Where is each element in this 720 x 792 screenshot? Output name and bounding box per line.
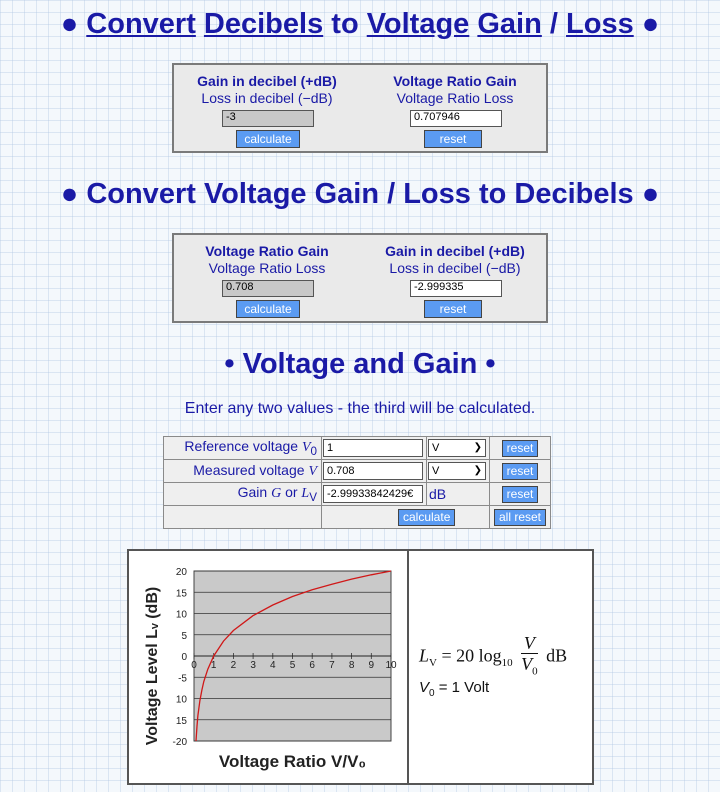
loss-db-label: Loss in decibel (−dB): [389, 260, 521, 276]
cell: [322, 437, 427, 460]
label-text: Reference voltage: [184, 438, 302, 455]
cell: [322, 460, 427, 483]
bullet-icon: ●: [641, 8, 660, 40]
measured-voltage-unit-select[interactable]: [428, 462, 486, 480]
gain-db-label: Gain in decibel (+dB): [197, 73, 337, 89]
ratio-label-group: [370, 73, 540, 107]
cell: [427, 460, 490, 483]
cell: [322, 483, 427, 506]
x-tick-label: 7: [329, 660, 335, 671]
formula-den-v: V: [521, 654, 533, 674]
db-to-ratio-converter: [172, 63, 548, 153]
bullet-icon: ●: [60, 8, 79, 40]
measured-voltage-row: [164, 460, 551, 483]
ratio-label-group: [182, 243, 352, 277]
x-tick-label: 3: [250, 660, 256, 671]
reference-voltage-unit-select[interactable]: [428, 439, 486, 457]
section2-heading: [0, 178, 720, 211]
label-text: Gain: [237, 484, 272, 501]
cell: [164, 506, 322, 529]
db-label-group: [370, 243, 540, 277]
note-v: V: [419, 679, 430, 696]
ratio-gain-label: Voltage Ratio Gain: [205, 243, 329, 259]
y-tick-label: 15: [175, 715, 187, 727]
x-axis-label: Voltage Ratio V/V₀: [218, 752, 367, 771]
cell: [490, 483, 551, 506]
formula-den-sub: 0: [532, 665, 538, 678]
gain-input[interactable]: [323, 485, 423, 503]
formula: [419, 633, 567, 682]
symbol-g: G: [271, 486, 282, 502]
bullet-icon: ●: [60, 178, 79, 210]
unit-value: V: [432, 442, 440, 454]
formula-eq: = 20 log: [441, 645, 502, 666]
bullet-icon: •: [224, 348, 235, 380]
reference-voltage-label: [164, 437, 322, 460]
x-tick-label: 8: [348, 660, 355, 671]
formula-lhs: L: [419, 645, 430, 666]
db-label-group: [182, 73, 352, 107]
y-tick-label: 20: [175, 567, 187, 578]
x-tick-label: 10: [385, 660, 397, 671]
formula-lhs-sub: V: [429, 657, 437, 670]
cell: [490, 460, 551, 483]
y-tick-label: 10: [175, 609, 187, 621]
y-tick-label: 10: [175, 694, 187, 706]
calculate-button[interactable]: calculate: [398, 509, 455, 526]
cell: [322, 506, 490, 529]
voltage-gain-calculator: [163, 436, 551, 529]
link-loss[interactable]: Loss: [566, 8, 634, 40]
title-slash: /: [549, 8, 558, 40]
x-tick-label: 1: [210, 660, 217, 671]
x-tick-label: 5: [289, 660, 296, 671]
symbol-sub: V: [309, 490, 317, 504]
y-axis-label: Voltage Level Lᵥ (dB): [144, 586, 161, 746]
voltage-level-chart: [129, 551, 407, 783]
reset-button[interactable]: reset: [424, 130, 482, 148]
reference-voltage-input[interactable]: [323, 439, 423, 457]
action-row: [164, 506, 551, 529]
cell: [427, 437, 490, 460]
label-or: or: [281, 484, 302, 501]
gain-label: [164, 483, 322, 506]
ratio-loss-label: Voltage Ratio Loss: [208, 260, 326, 276]
section3-heading: [0, 348, 720, 381]
x-tick-label: 2: [230, 660, 237, 671]
ratio-loss-label: Voltage Ratio Loss: [396, 90, 514, 106]
reference-voltage-note: [419, 679, 489, 699]
section1-heading: [0, 8, 720, 41]
y-tick-label: -5: [178, 673, 187, 685]
chevron-down-icon: ❯: [473, 442, 482, 453]
cell: [427, 483, 490, 506]
reset-reference-button[interactable]: reset: [502, 440, 539, 457]
calculate-button[interactable]: calculate: [236, 130, 300, 148]
measured-voltage-input[interactable]: [323, 462, 423, 480]
bullet-icon: •: [485, 348, 496, 380]
gain-unit: dB: [429, 486, 447, 502]
ratio-to-db-converter: [172, 233, 548, 323]
db-result-field[interactable]: -2.999335: [410, 280, 502, 297]
x-tick-label: 9: [368, 660, 375, 671]
note-value: = 1 Volt: [434, 679, 490, 696]
link-convert[interactable]: Convert: [86, 8, 196, 40]
calculate-button[interactable]: calculate: [236, 300, 300, 318]
ratio-result-field[interactable]: 0.707946: [410, 110, 502, 127]
x-tick-label: 6: [309, 660, 315, 671]
section2-title: Convert Voltage Gain / Loss to Decibels: [86, 178, 634, 210]
unit-value: V: [432, 465, 440, 477]
formula-unit: dB: [546, 645, 568, 666]
gain-db-label: Gain in decibel (+dB): [385, 243, 525, 259]
reference-voltage-row: [164, 437, 551, 460]
ratio-gain-label: Voltage Ratio Gain: [393, 73, 517, 89]
cell: [490, 506, 551, 529]
bullet-icon: ●: [641, 178, 660, 210]
formula-log-sub: 10: [501, 657, 513, 670]
symbol-v: V: [308, 464, 317, 479]
cell: [490, 437, 551, 460]
reset-measured-button[interactable]: reset: [502, 463, 539, 480]
formula-numerator: V: [521, 633, 538, 654]
y-tick-label: -20: [172, 737, 187, 748]
intro-text: Enter any two values - the third will be calculated.: [184, 400, 536, 417]
y-tick-label: 15: [175, 588, 187, 600]
link-voltage[interactable]: Voltage: [366, 8, 470, 40]
y-tick-label: 5: [181, 630, 187, 642]
chart-panel: [127, 549, 594, 785]
reset-gain-button[interactable]: reset: [502, 486, 539, 503]
x-tick-label: 4: [270, 660, 276, 671]
x-tick-label: 0: [191, 660, 197, 671]
y-tick-label: 0: [181, 652, 187, 663]
link-gain[interactable]: Gain: [477, 8, 542, 40]
loss-db-label: Loss in decibel (−dB): [201, 90, 333, 106]
ratio-input[interactable]: 0.708: [222, 280, 314, 297]
reset-button[interactable]: reset: [424, 300, 482, 318]
section3-title: Voltage and Gain: [242, 348, 478, 380]
measured-voltage-label: [164, 460, 322, 483]
formula-denominator: [521, 654, 538, 682]
db-input[interactable]: -3: [222, 110, 314, 127]
panel-divider: [407, 551, 409, 783]
all-reset-button[interactable]: all reset: [494, 509, 546, 526]
title-word-to: to: [331, 8, 359, 40]
link-decibels[interactable]: Decibels: [203, 8, 324, 40]
symbol-l: L: [301, 486, 310, 502]
chevron-down-icon: ❯: [473, 465, 482, 476]
symbol-v: V: [301, 440, 311, 456]
label-text: Measured voltage: [193, 462, 309, 478]
symbol-sub: 0: [310, 444, 317, 458]
note-sub: 0: [429, 688, 435, 699]
gain-row: [164, 483, 551, 506]
formula-fraction: [521, 633, 538, 682]
